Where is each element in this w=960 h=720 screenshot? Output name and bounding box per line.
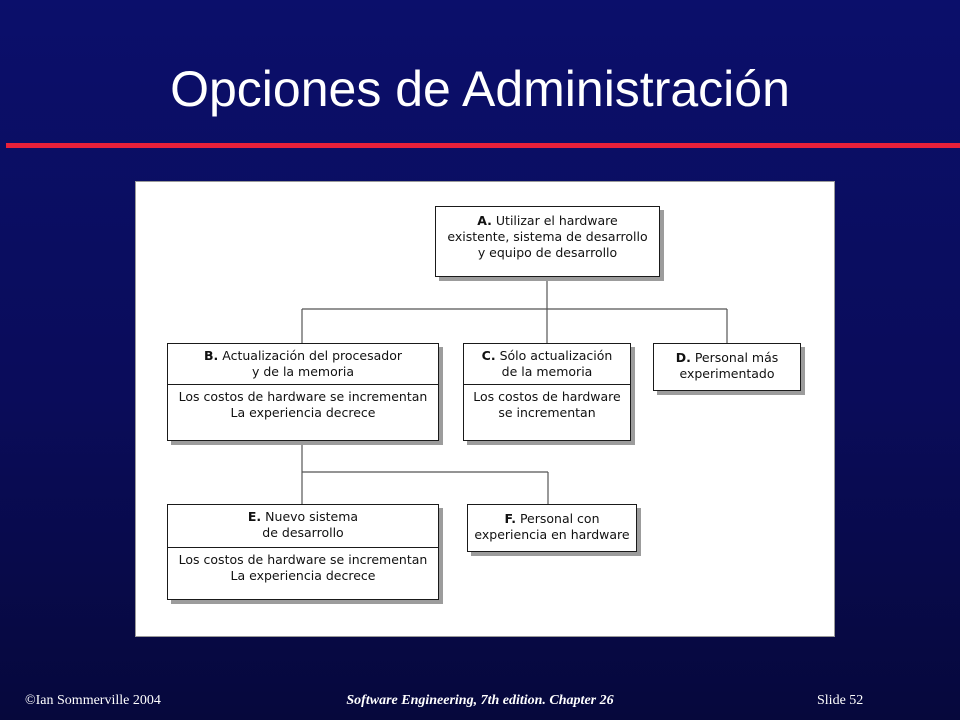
node-d: [653, 343, 801, 391]
node-c: [463, 343, 631, 441]
node-b-key: B.: [204, 348, 219, 363]
node-b-line-2: y de la memoria: [251, 364, 355, 379]
node-d-line-2: experimentado: [679, 366, 775, 381]
node-e-consequence-1: Los costos de hardware se incrementan: [178, 552, 428, 567]
node-c-line-2: de la memoria: [501, 364, 593, 379]
node-e: [167, 504, 439, 600]
node-e-key: E.: [247, 509, 262, 524]
footer-book-title: Software Engineering, 7th edition. Chapter 26: [346, 693, 614, 708]
node-d-line-1: Personal más: [694, 350, 779, 365]
node-f: [467, 504, 637, 552]
node-e-line-2: de desarrollo: [262, 525, 344, 540]
node-a-line-1: Utilizar el hardware: [495, 213, 618, 228]
node-f-key: F.: [504, 511, 516, 526]
node-b-line-1: Actualización del procesador: [222, 348, 402, 363]
node-c-key: C.: [481, 348, 496, 363]
node-c-consequence-2: se incrementan: [498, 405, 596, 420]
node-f-line-2: experiencia en hardware: [474, 527, 630, 542]
node-b-consequence-2: La experiencia decrece: [230, 405, 376, 420]
title-divider: [6, 143, 960, 148]
node-f-line-1: Personal con: [519, 511, 600, 526]
node-e-line-1: Nuevo sistema: [265, 509, 359, 524]
node-b: [167, 343, 439, 441]
footer-copyright: ©Ian Sommerville 2004: [25, 693, 161, 708]
node-a-key: A.: [477, 213, 492, 228]
node-c-consequence-1: Los costos de hardware: [473, 389, 621, 404]
footer-slide-number: Slide 52: [817, 693, 864, 708]
node-b-consequence-1: Los costos de hardware se incrementan: [178, 389, 428, 404]
node-d-key: D.: [675, 350, 691, 365]
node-c-line-1: Sólo actualización: [499, 348, 613, 363]
node-a-line-2: existente, sistema de desarrollo: [447, 229, 648, 244]
slide-title: Opciones de Administración: [170, 61, 790, 117]
node-e-consequence-2: La experiencia decrece: [230, 568, 376, 583]
node-a: [435, 206, 660, 277]
node-a-line-3: y equipo de desarrollo: [477, 245, 618, 260]
diagram-panel: [135, 181, 835, 637]
